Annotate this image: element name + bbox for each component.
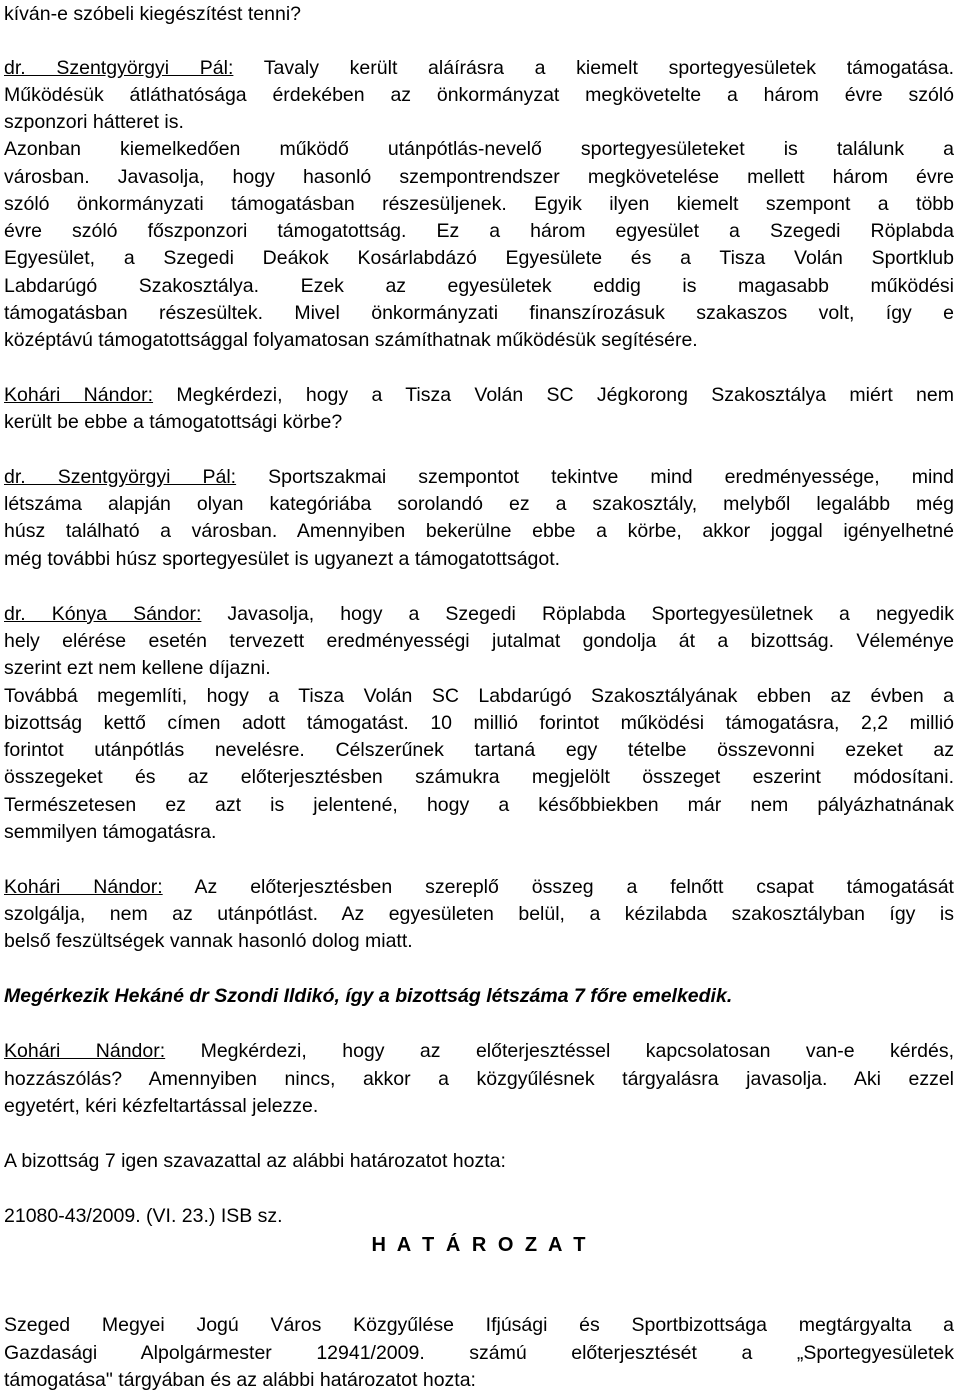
text-line: Működésük átláthatósága érdekében az önkormányzat megkövetelte a három évre szóló [4,84,954,106]
text-line: hozzászólás? Amennyiben nincs, akkor a közgyűlésnek tárgyalásra javasolja. Aki ezzel [4,1068,954,1090]
speaker-text: Megkérdezi, hogy a Tisza Volán SC Jégkorong Szakosztálya miért nem [153,384,954,406]
text-line: még további húsz sportegyesület is ugyanezt a támogatottságot. [4,548,561,570]
speaker-text: Megkérdezi, hogy az előterjesztéssel kapcsolatosan van-e kérdés, [165,1040,954,1062]
speaker-name: dr. Kónya Sándor: [4,603,202,625]
speaker-paragraph-line [4,55,954,81]
bold-italic-note: Megérkezik Hekáné dr Szondi Ildikó, így a bizottság létszáma 7 főre emelkedik. [4,985,733,1007]
speaker-text: Tavaly került aláírásra a kiemelt sportegyesületek támogatása. [233,57,955,79]
text-line: Szeged Megyei Jogú Város Közgyűlése Ifjúsági és Sportbizottsága megtárgyalta a [4,1314,954,1336]
text-line: támogatásban részesültek. Mivel önkormányzati finanszírozásuk szakaszos volt, így e [4,302,954,324]
text-line: bizottság kettő címen adott támogatást. 10 millió forintot működési támogatásra, 2,2 millió [4,712,954,734]
text-line: kíván-e szóbeli kiegészítést tenni? [4,3,301,25]
text-line: Azonban kiemelkedően működő utánpótlás-nevelő sportegyesületeket is találunk a [4,138,954,160]
speaker-text: Sportszakmai szempontot tekintve mind eredményessége, mind [236,466,954,488]
speaker-paragraph-line [4,1038,954,1064]
resolution-heading: H A T Á R O Z A T [371,1234,589,1256]
text-line: forintot utánpótlás nevelésre. Célszerűnek tartaná egy tételbe összevonni ezeket az [4,739,954,761]
text-line: húsz található a városban. Amennyiben bekerülne ebbe a körbe, akkor joggal igényelhetné [4,520,954,542]
text-line: került be ebbe a támogatottsági körbe? [4,411,343,433]
text-line: Labdarúgó Szakosztálya. Ezek az egyesületek eddig is magasabb működési [4,275,954,297]
text-line: évre szóló főszponzori támogatottság. Ez a három egyesület a Szegedi Röplabda [4,220,954,242]
speaker-text: Az előterjesztésben szereplő összeg a felnőtt csapat támogatását [162,876,954,898]
text-line: egyetért, kéri kézfeltartással jelezze. [4,1095,319,1117]
text-line: támogatása" tárgyában és az alábbi határozatot hozta: [4,1369,476,1391]
text-line: létszáma alapján olyan kategóriába sorolandó ez a szakosztály, melyből legalább még [4,493,954,515]
text-line: városban. Javasolja, hogy hasonló szempontrendszer megkövetelése mellett három évre [4,166,954,188]
text-line: Természetesen ez azt is jelentené, hogy a későbbiekben már nem pályázhatnának [4,794,954,816]
speaker-paragraph-line [4,382,954,408]
speaker-name: dr. Szentgyörgyi Pál: [4,466,237,488]
speaker-paragraph-line [4,601,954,627]
text-line: szóló önkormányzati támogatásban részesüljenek. Egyik ilyen kiemelt szempont a több [4,193,954,215]
text-line: szolgálja, nem az utánpótlást. Az egyesületen belül, a kézilabda szakosztályban így is [4,903,954,925]
text-line: összegeket és az előterjesztésben számukra megjelölt összeget eszerint módosítani. [4,766,954,788]
speaker-name: dr. Szentgyörgyi Pál: [4,57,234,79]
text-line: hely elérése esetén tervezett eredményességi jutalmat gondolja át a bizottság. Véleménye [4,630,954,652]
text-line: szponzori hátteret is. [4,111,184,133]
speaker-name: Kohári Nándor: [4,876,163,898]
speaker-paragraph-line [4,874,954,900]
vote-line: A bizottság 7 igen szavazattal az alábbi határozatot hozta: [4,1150,506,1172]
text-line: Egyesület, a Szegedi Deákok Kosárlabdázó Egyesülete és a Tisza Volán Sportklub [4,247,954,269]
text-line: belső feszültségek vannak hasonló dolog miatt. [4,930,413,952]
speaker-paragraph-line [4,464,954,490]
speaker-name: Kohári Nándor: [4,384,154,406]
text-line: középtávú támogatottsággal folyamatosan számíthatnak működésük segítésére. [4,329,698,351]
resolution-number: 21080-43/2009. (VI. 23.) ISB sz. [4,1205,283,1227]
text-line: semmilyen támogatásra. [4,821,217,843]
text-line: Gazdasági Alpolgármester 12941/2009. számú előterjesztését a „Sportegyesületek [4,1342,954,1364]
speaker-text: Javasolja, hogy a Szegedi Röplabda Sportegyesületnek a negyedik [201,603,954,625]
speaker-name: Kohári Nándor: [4,1040,166,1062]
text-line: szerint ezt nem kellene díjazni. [4,657,271,679]
text-line: Továbbá megemlíti, hogy a Tisza Volán SC Labdarúgó Szakosztályának ebben az évben a [4,685,954,707]
